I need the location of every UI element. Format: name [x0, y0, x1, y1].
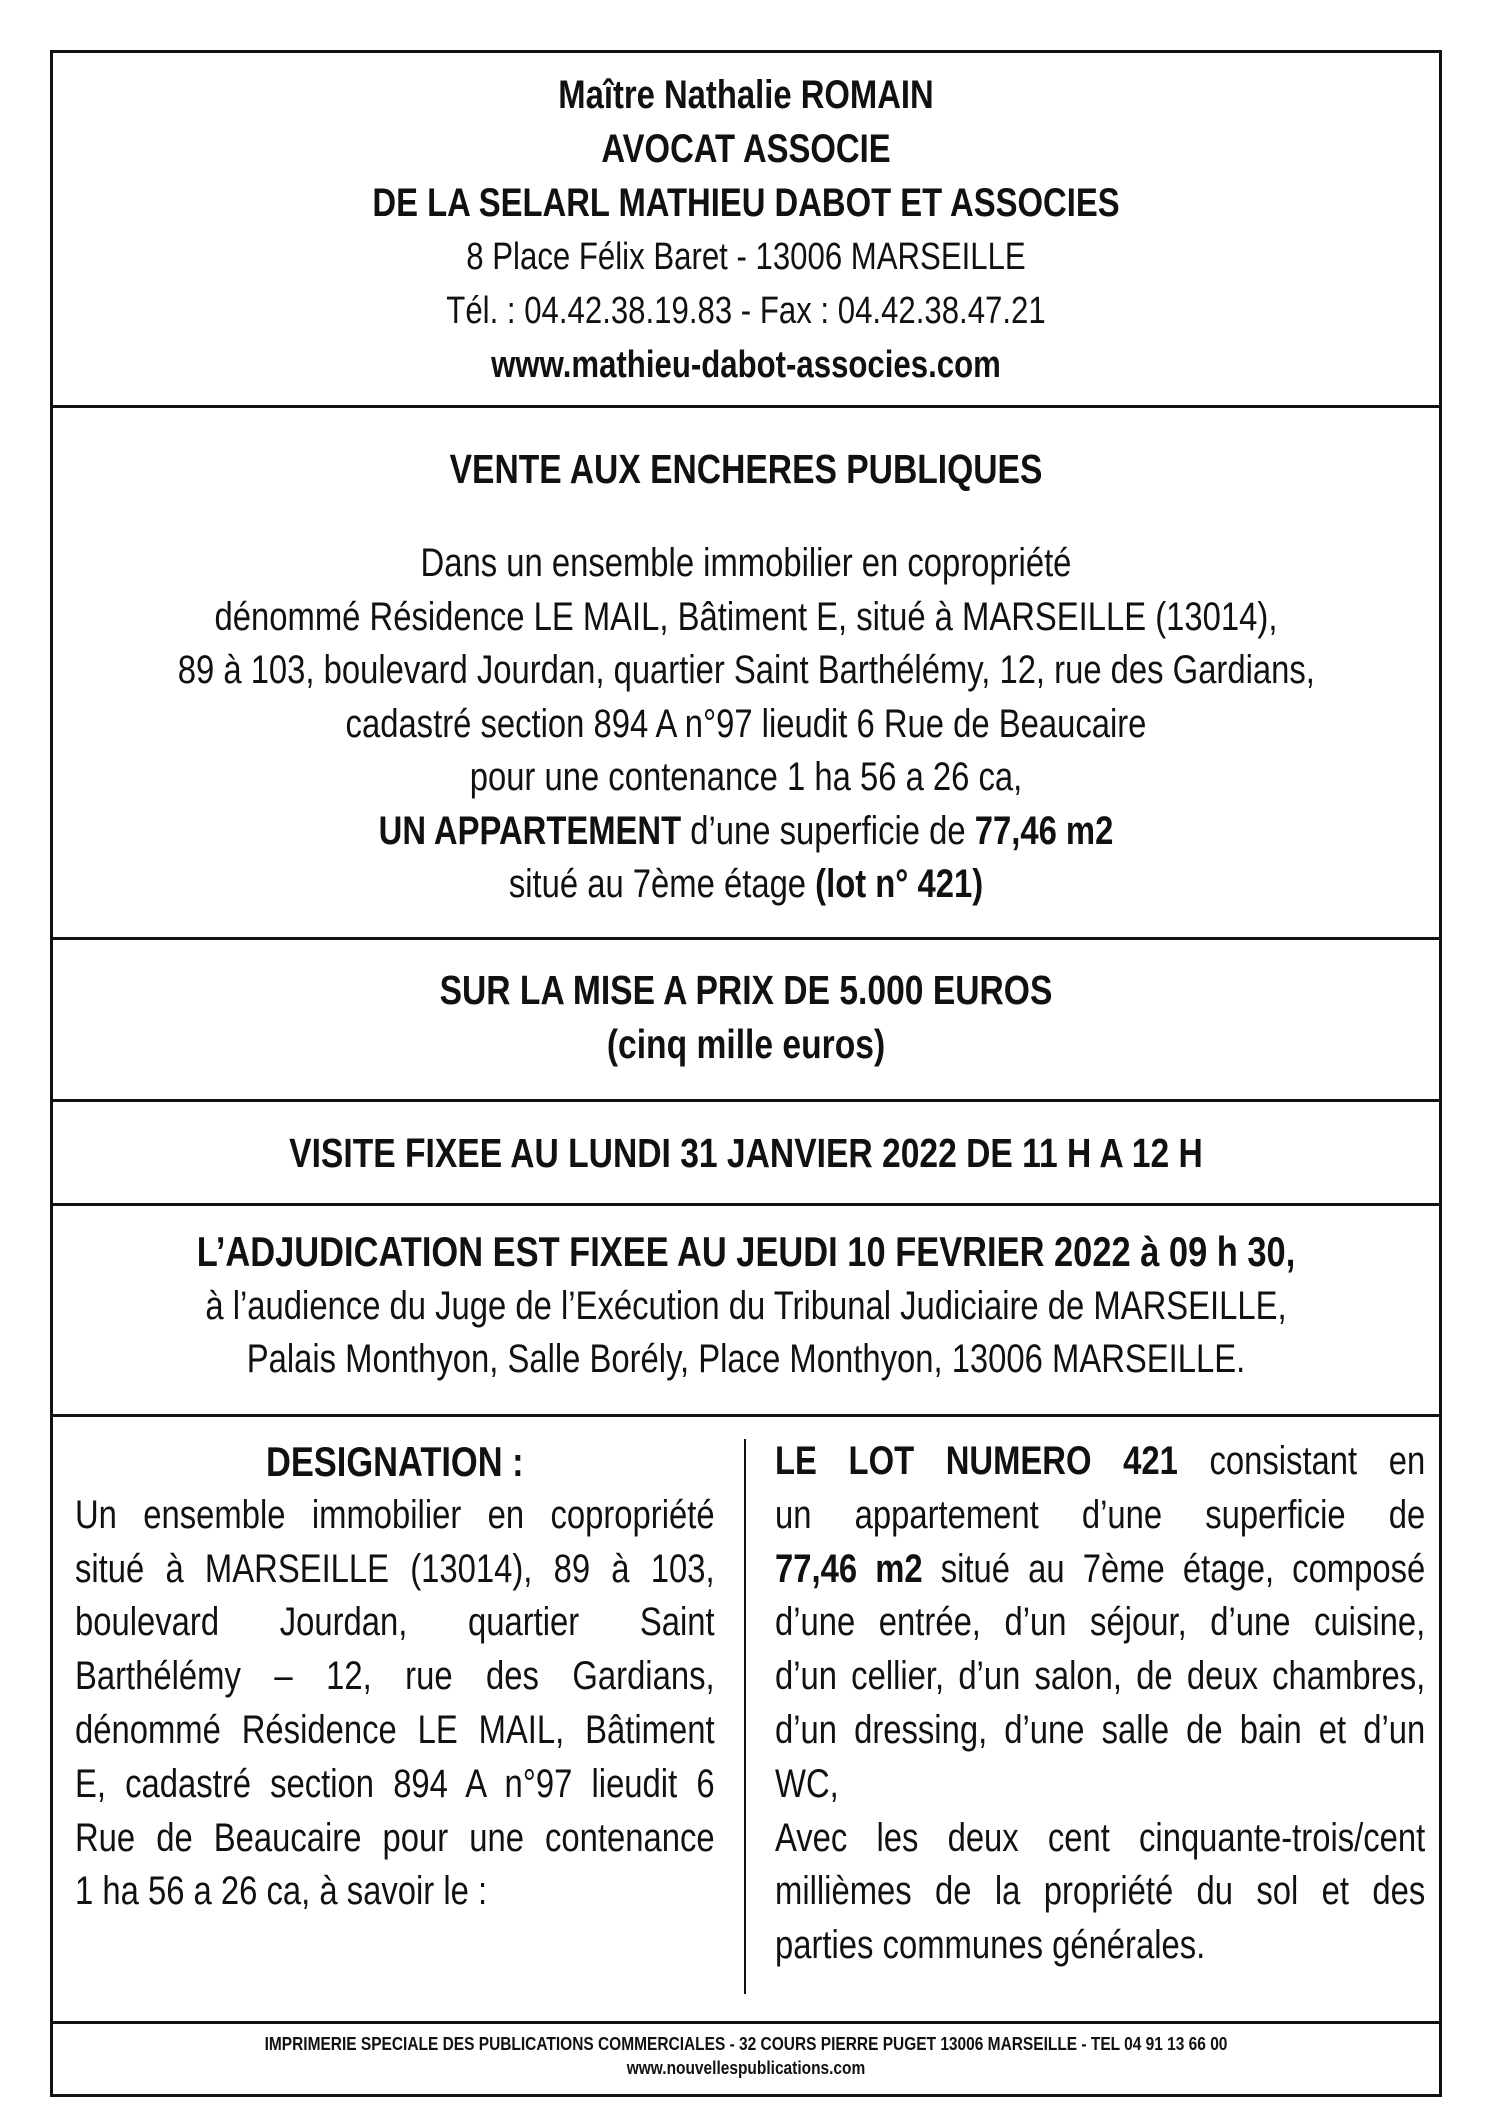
notice-frame	[50, 50, 1442, 2097]
designation-line: situé à MARSEILLE (13014), 89 à 103,	[75, 1546, 715, 1591]
starting-price: SUR LA MISE A PRIX DE 5.000 EUROS	[439, 967, 1053, 1013]
floor-text: situé au 7ème étage	[508, 862, 816, 906]
sale-title: VENTE AUX ENCHERES PUBLIQUES	[449, 446, 1043, 492]
adjudication-heading: L’ADJUDICATION EST FIXEE AU JEUDI 10 FEVRIER 2022 à 09 h 30,	[196, 1228, 1296, 1275]
lot-number: (lot n° 421)	[815, 862, 984, 906]
law-firm-name: DE LA SELARL MATHIEU DABOT ET ASSOCIES	[372, 181, 1120, 225]
lot-line: millièmes de la propriété du sol et des	[775, 1869, 1426, 1914]
lawyer-header	[53, 53, 1439, 408]
designation-line: Rue de Beaucaire pour une contenance	[75, 1815, 715, 1860]
lawyer-title: AVOCAT ASSOCIE	[601, 127, 891, 171]
sale-line-4: cadastré section 894 A n°97 lieudit 6 Rue de Beaucaire	[345, 701, 1147, 746]
printer-footer	[53, 2024, 1439, 2094]
sale-line-1: Dans un ensemble immobilier en copropriété	[420, 541, 1072, 585]
designation-line: Barthélémy – 12, rue des Gardians,	[75, 1654, 715, 1699]
lot-line: WC,	[775, 1761, 839, 1806]
printer-info: IMPRIMERIE SPECIALE DES PUBLICATIONS COMMERCIALES - 32 COURS PIERRE PUGET 13006 MARSEILLE - TEL 04 91 13 66 00	[264, 2034, 1228, 2054]
sale-line-3: 89 à 103, boulevard Jourdan, quartier Saint Barthélémy, 12, rue des Gardians,	[177, 648, 1315, 692]
lot-title: LE LOT NUMERO 421	[775, 1439, 1178, 1483]
lot-column	[775, 1435, 1425, 1973]
lot-line: d’un dressing, d’une salle de bain et d’un	[775, 1707, 1426, 1752]
sale-section	[53, 408, 1439, 940]
printer-website: www.nouvellespublications.com	[626, 2058, 866, 2078]
designation-line: E, cadastré section 894 A n°97 lieudit 6	[75, 1761, 715, 1806]
designation-title: DESIGNATION :	[265, 1438, 524, 1485]
lot-line-text: situé au 7ème étage, composé	[922, 1546, 1426, 1591]
sale-line-7	[178, 858, 1315, 912]
lot-line: d’une entrée, d’un séjour, d’une cuisine,	[775, 1600, 1426, 1645]
firm-phone-fax: Tél. : 04.42.38.19.83 - Fax : 04.42.38.47.21	[446, 290, 1046, 332]
column-divider	[744, 1439, 746, 1994]
designation-line: Un ensemble immobilier en copropriété	[75, 1492, 715, 1537]
visit-section	[53, 1102, 1439, 1206]
visit-date: VISITE FIXEE AU LUNDI 31 JANVIER 2022 DE 11 H A 12 H	[289, 1130, 1203, 1176]
surface-text: d’une superficie de	[681, 808, 975, 853]
lot-line: Avec les deux cent cinquante-trois/cent	[775, 1815, 1426, 1860]
adjudication-line-2: Palais Monthyon, Salle Borély, Place Monthyon, 13006 MARSEILLE.	[246, 1337, 1246, 1381]
firm-address: 8 Place Félix Baret - 13006 MARSEILLE	[466, 236, 1026, 278]
lawyer-name: Maître Nathalie ROMAIN	[558, 73, 934, 117]
starting-price-words: (cinq mille euros)	[606, 1021, 886, 1067]
designation-line: boulevard Jourdan, quartier Saint	[75, 1600, 715, 1645]
apartment-area: 77,46 m2	[974, 808, 1114, 853]
designation-line: dénommé Résidence LE MAIL, Bâtiment	[75, 1707, 715, 1752]
lot-line	[775, 1435, 1425, 1489]
price-section	[53, 940, 1439, 1102]
designation-column	[75, 1435, 715, 1919]
lot-area: 77,46 m2	[775, 1546, 923, 1591]
sale-line-6	[178, 805, 1315, 859]
lot-line-text: consistant en	[1177, 1439, 1426, 1483]
sale-line-5: pour une contenance 1 ha 56 a 26 ca,	[469, 755, 1023, 799]
details-section	[53, 1417, 1439, 2024]
adjudication-line-1: à l’audience du Juge de l’Exécution du Tribunal Judiciaire de MARSEILLE,	[205, 1284, 1287, 1328]
sale-line-2: dénommé Résidence LE MAIL, Bâtiment E, situé à MARSEILLE (13014),	[214, 594, 1278, 639]
lot-line: d’un cellier, d’un salon, de deux chambres,	[775, 1654, 1426, 1699]
lot-line	[775, 1543, 1425, 1597]
adjudication-section	[53, 1206, 1439, 1417]
apartment-label: UN APPARTEMENT	[378, 808, 682, 853]
lot-line: un appartement d’une superficie de	[775, 1492, 1426, 1537]
designation-line: 1 ha 56 a 26 ca, à savoir le :	[75, 1869, 488, 1914]
firm-website: www.mathieu-dabot-associes.com	[491, 344, 1001, 386]
lot-line: parties communes générales.	[775, 1923, 1206, 1968]
